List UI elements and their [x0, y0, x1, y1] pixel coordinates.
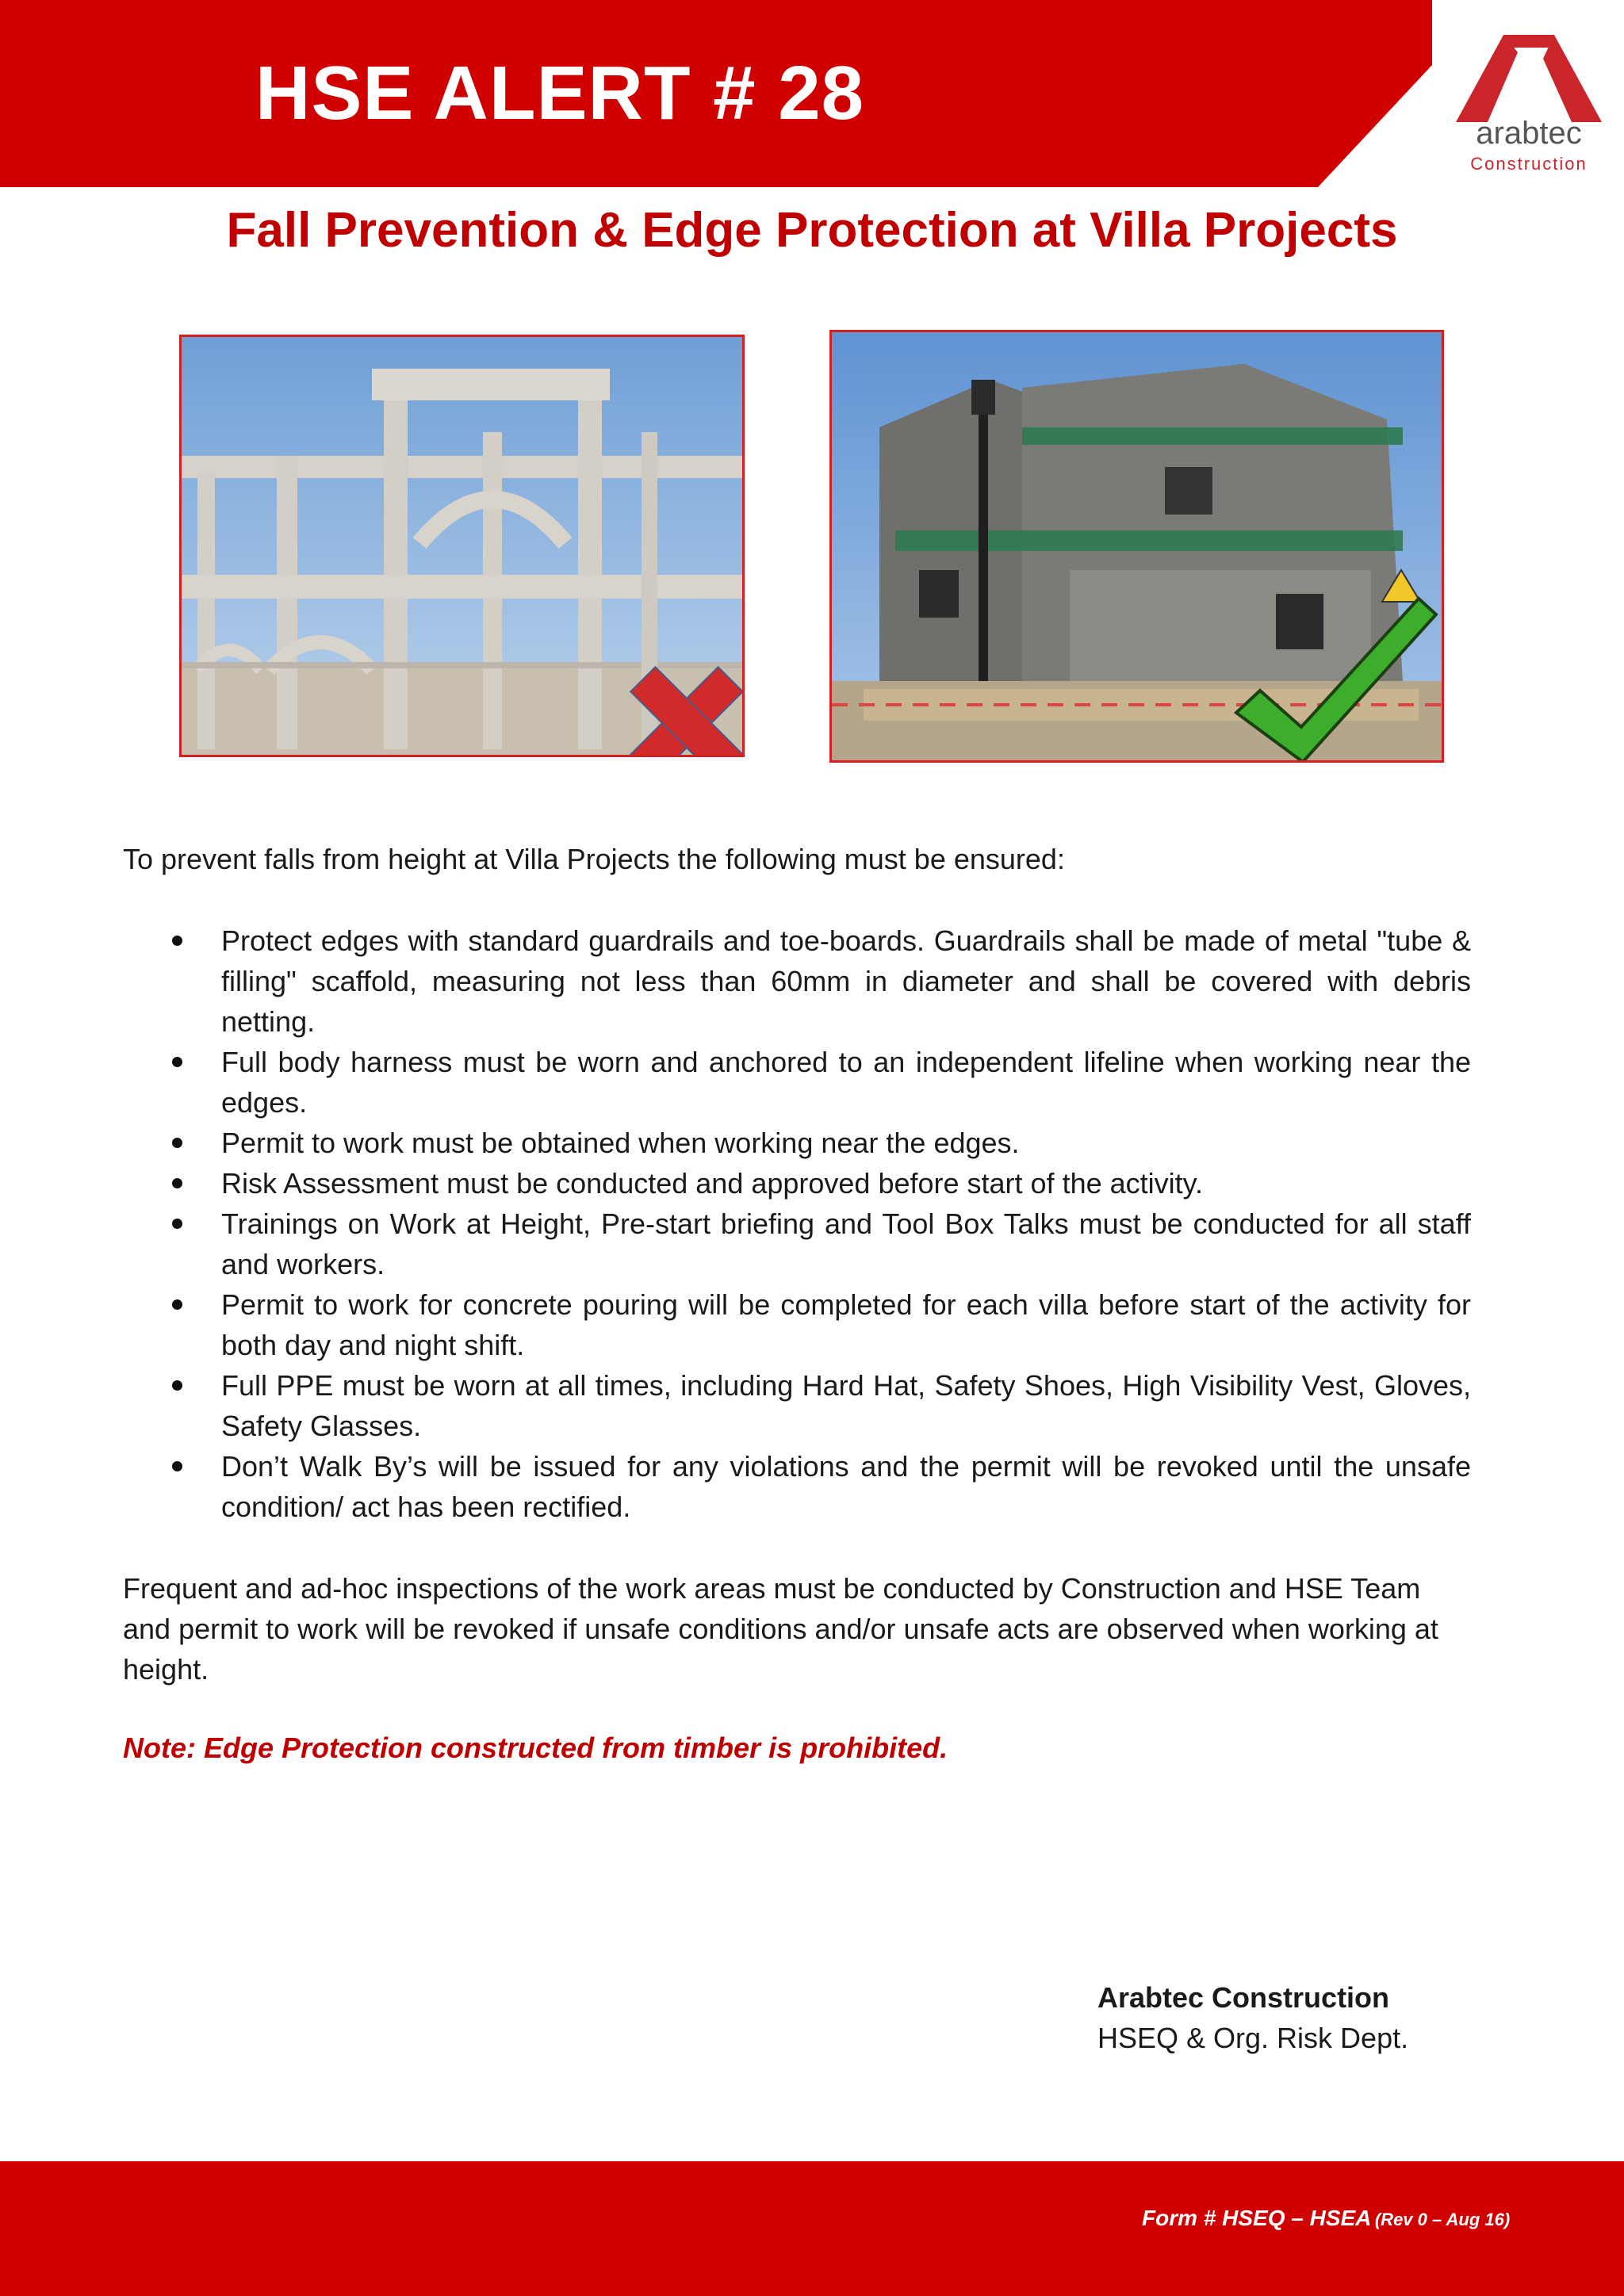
logo-wordmark: arabtec — [1476, 116, 1582, 151]
list-item: Protect edges with standard guardrails and toe-boards. Guardrails shall be made of metal "tube & filling" scaffold, measuring not less than 60mm in diameter and shall be covered with debris netting. — [123, 920, 1471, 1042]
list-item: Don’t Walk By’s will be issued for any violations and the permit will be revoked until the unsafe condition/ act has been rectified. — [123, 1446, 1471, 1527]
arabtec-logo-icon — [1456, 35, 1602, 122]
timber-note: Note: Edge Protection constructed from timber is prohibited. — [123, 1732, 948, 1764]
list-item: Risk Assessment must be conducted and approved before start of the activity. — [123, 1163, 1471, 1203]
list-item: Permit to work for concrete pouring will be completed for each villa before start of the activity for both day and night shift. — [123, 1284, 1471, 1365]
intro-text: To prevent falls from height at Villa Projects the following must be ensured: — [123, 843, 1065, 875]
closing-paragraph: Frequent and ad-hoc inspections of the work areas must be conducted by Construction and HSE Team and permit to work will be revoked if unsafe conditions and/or unsafe acts are observed when working at height. — [123, 1572, 1438, 1686]
requirements-list — [123, 920, 1471, 1527]
signature-block — [1097, 1977, 1408, 2058]
list-item: Trainings on Work at Height, Pre-start briefing and Tool Box Talks must be conducted for all staff and workers. — [123, 1203, 1471, 1284]
alert-subtitle: Fall Prevention & Edge Protection at Villa Projects — [226, 203, 1398, 258]
form-number: Form # HSEQ – HSEA — [1142, 2206, 1372, 2230]
list-item: Full body harness must be worn and anchored to an independent lifeline when working near the edges. — [123, 1042, 1471, 1123]
list-item: Full PPE must be worn at all times, including Hard Hat, Safety Shoes, High Visibility Vest, Gloves, Safety Glasses. — [123, 1365, 1471, 1446]
signature-company: Arabtec Construction — [1097, 1981, 1390, 2014]
alert-body — [123, 839, 1471, 1768]
green-check-icon — [1228, 594, 1442, 763]
safe-villa-photo — [829, 330, 1444, 763]
list-item: Permit to work must be obtained when working near the edges. — [123, 1123, 1471, 1163]
alert-title: HSE ALERT # 28 — [255, 51, 864, 136]
unsafe-villa-photo — [179, 335, 745, 757]
red-cross-icon — [619, 656, 745, 757]
signature-department: HSEQ & Org. Risk Dept. — [1097, 2022, 1409, 2054]
form-reference — [1142, 2206, 1510, 2231]
form-revision: (Rev 0 – Aug 16) — [1374, 2210, 1511, 2229]
logo-subtext: Construction — [1470, 154, 1588, 174]
